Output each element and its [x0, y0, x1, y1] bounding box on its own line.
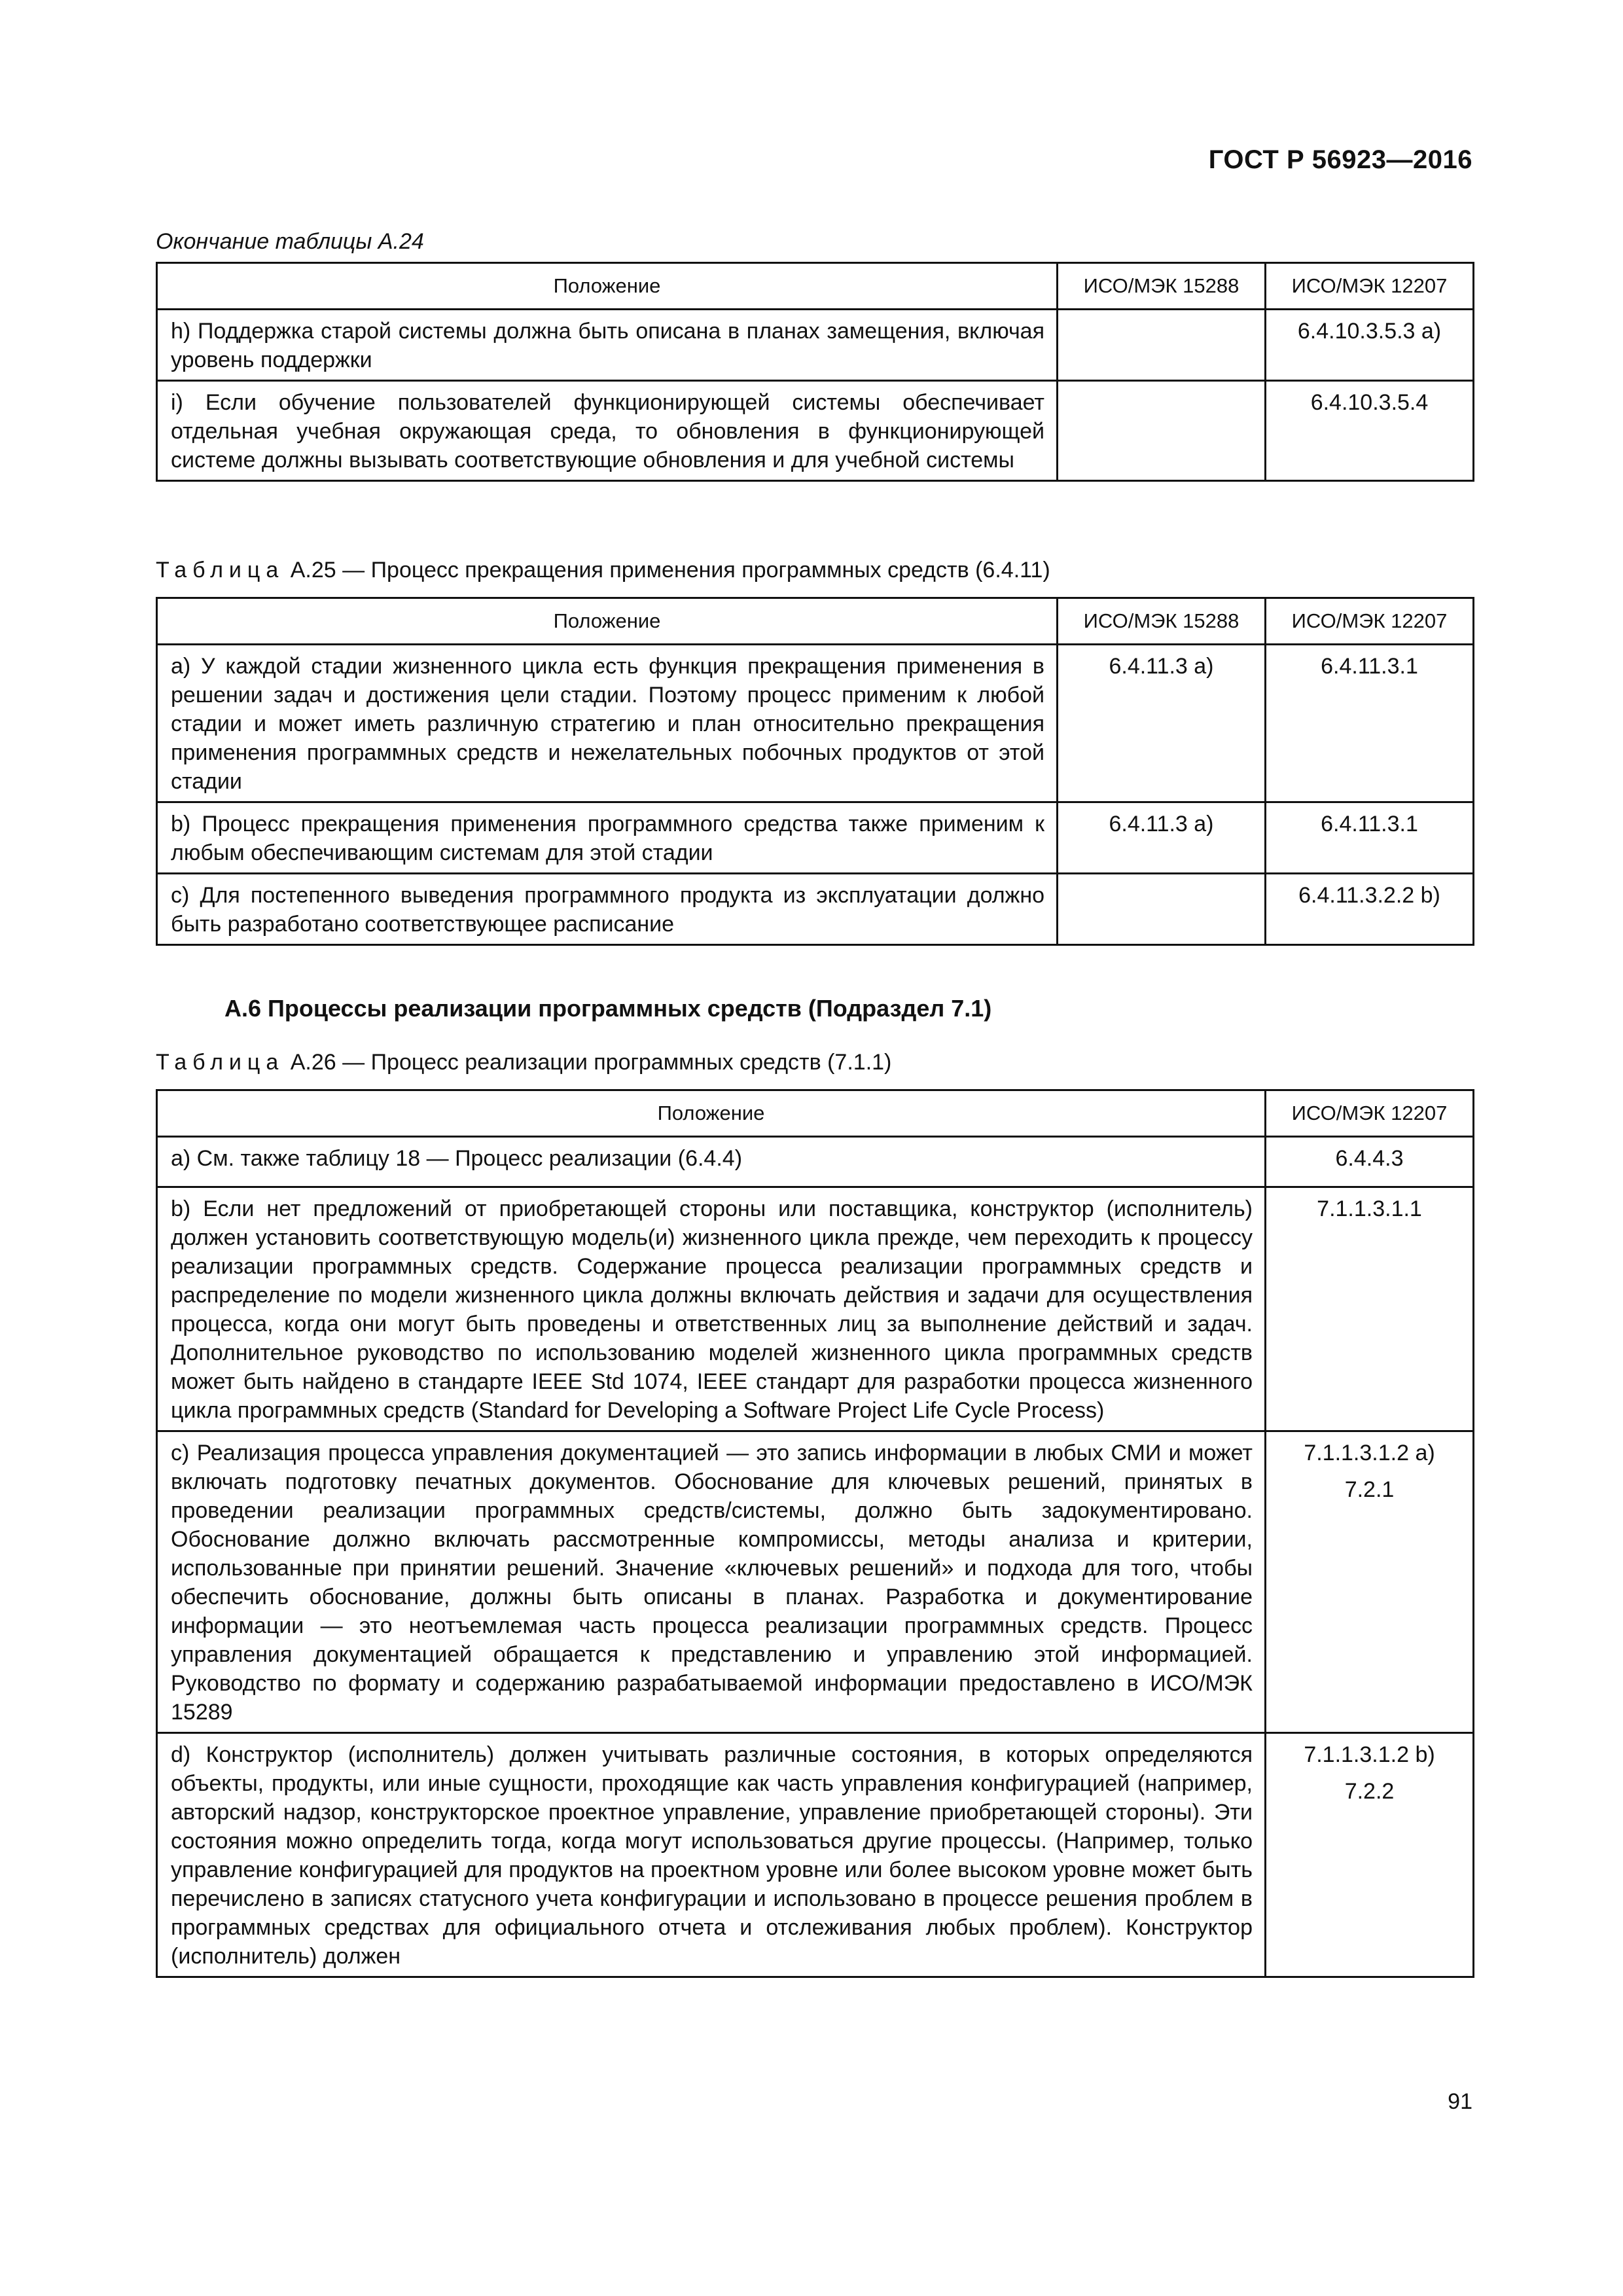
table-row — [157, 310, 1474, 381]
caption-prefix: Таблица — [156, 1050, 285, 1075]
reference-clause: 7.1.1.3.1.2 b) — [1304, 1742, 1435, 1767]
table-a24 — [156, 262, 1474, 482]
table-cell-iso15288: 6.4.11.3 a) — [1058, 802, 1266, 874]
table-cell-iso12207 — [1266, 1733, 1474, 1977]
page-number: 91 — [1448, 2089, 1472, 2114]
column-header: ИСО/МЭК 12207 — [1266, 1090, 1474, 1137]
table-cell-iso12207: 6.4.10.3.5.4 — [1266, 381, 1474, 481]
table-cell-text: b) Процесс прекращения применения программного средства также применим к любым обеспечивающим системам для этой стадии — [157, 802, 1058, 874]
document-header: ГОСТ Р 56923—2016 — [1208, 145, 1472, 174]
column-header: ИСО/МЭК 15288 — [1058, 598, 1266, 645]
table-cell-text: a) См. также таблицу 18 — Процесс реализации (6.4.4) — [157, 1137, 1266, 1187]
column-header: ИСО/МЭК 12207 — [1266, 598, 1474, 645]
table-row — [157, 1187, 1474, 1431]
table-cell-iso15288: 6.4.11.3 a) — [1058, 645, 1266, 802]
reference-clause: 7.2.2 — [1344, 1779, 1395, 1804]
table-row — [157, 802, 1474, 874]
table-cell-iso12207: 6.4.11.3.2.2 b) — [1266, 874, 1474, 945]
caption-text: А.25 — Процесс прекращения применения программных средств (6.4.11) — [284, 558, 1050, 583]
column-header: Положение — [157, 1090, 1266, 1137]
table-a25-caption — [156, 558, 1050, 583]
table-header-row — [157, 1090, 1474, 1137]
table-cell-text: i) Если обучение пользователей функционирующей системы обеспечивает отдельная учебная окружающая среда, то обновления в функционирующей системе должны вызывать соответствующие обновления и для учебной системы — [157, 381, 1058, 481]
table-cell-iso12207 — [1266, 1431, 1474, 1733]
table-a26-caption — [156, 1050, 891, 1075]
table-cell-iso15288 — [1058, 381, 1266, 481]
reference-clause: 6.4.4.3 — [1335, 1146, 1404, 1171]
table-cell-iso12207 — [1266, 1187, 1474, 1431]
table-row — [157, 1137, 1474, 1187]
table-cell-text: a) У каждой стадии жизненного цикла есть функция прекращения применения в решении задач и достижения цели стадии. Поэтому процесс применим к любой стадии и может иметь различную стратегию и план относительно прекращения применения программных средств и нежелательных побочных продуктов от этой стадии — [157, 645, 1058, 802]
column-header: Положение — [157, 263, 1058, 310]
table-cell-iso12207: 6.4.11.3.1 — [1266, 645, 1474, 802]
table-cell-text: d) Конструктор (исполнитель) должен учитывать различные состояния, в которых определяются объекты, продукты, или иные сущности, проходящие как часть управления конфигурацией (например, авторский надзор, конструкторское проектное управление, управление приобретающей стороны). Эти состояния можно определить тогда, когда могут использоваться другие процессы. (Например, только управление конфигурацией для продуктов на проектном уровне или более высоком уровне может быть перечислено в записях статусного учета конфигурации и использовано в процессе решения проблем в программных средствах для официального отчета и отслеживания любых проблем). Конструктор (исполнитель) должен — [157, 1733, 1266, 1977]
table-row — [157, 1733, 1474, 1977]
table-cell-text: c) Реализация процесса управления документацией — это запись информации в любых СМИ и может включать подготовку печатных документов. Обоснование для ключевых решений, принятых в проведении реализации программных средств/системы, должно быть задокументировано. Обоснование должно включать рассмотренные компромиссы, методы анализа и критерии, использованные при принятии решений. Значение «ключевых решений» и подхода для того, чтобы обеспечить обоснование, должны быть описаны в планах. Разработка и документирование информации — это неотъемлемая часть процесса реализации программных средств. Процесс управления документацией обращается к представлению и управлению этой информацией. Руководство по формату и содержанию разрабатываемой информации предоставлено в ИСО/МЭК 15289 — [157, 1431, 1266, 1733]
table-cell-iso15288 — [1058, 310, 1266, 381]
column-header: ИСО/МЭК 12207 — [1266, 263, 1474, 310]
table-cell-iso12207: 6.4.11.3.1 — [1266, 802, 1474, 874]
table-a24-caption: Окончание таблицы А.24 — [156, 229, 424, 254]
reference-clause: 7.1.1.3.1.1 — [1317, 1196, 1422, 1221]
table-cell-iso12207: 6.4.10.3.5.3 a) — [1266, 310, 1474, 381]
reference-clause: 7.2.1 — [1344, 1477, 1395, 1502]
caption-text: А.26 — Процесс реализации программных средств (7.1.1) — [284, 1050, 892, 1075]
table-row — [157, 645, 1474, 802]
table-cell-iso15288 — [1058, 874, 1266, 945]
column-header: ИСО/МЭК 15288 — [1058, 263, 1266, 310]
column-header: Положение — [157, 598, 1058, 645]
table-a26 — [156, 1089, 1474, 1978]
table-cell-text: c) Для постепенного выведения программного продукта из эксплуатации должно быть разработано соответствующее расписание — [157, 874, 1058, 945]
table-header-row — [157, 598, 1474, 645]
table-cell-text: h) Поддержка старой системы должна быть описана в планах замещения, включая уровень поддержки — [157, 310, 1058, 381]
table-cell-iso12207 — [1266, 1137, 1474, 1187]
table-row — [157, 874, 1474, 945]
table-a25 — [156, 597, 1474, 946]
reference-clause: 7.1.1.3.1.2 a) — [1304, 1441, 1435, 1465]
section-heading: А.6 Процессы реализации программных средств (Подраздел 7.1) — [224, 995, 992, 1022]
table-header-row — [157, 263, 1474, 310]
table-row — [157, 381, 1474, 481]
caption-prefix: Таблица — [156, 558, 285, 583]
table-cell-text: b) Если нет предложений от приобретающей стороны или поставщика, конструктор (исполнитель) должен установить соответствующую модель(и) жизненного цикла прежде, чем переходить к процессу реализации программных средств. Содержание процесса реализации программных средств и распределение по модели жизненного цикла должны включать действия и задачи для осуществления процесса, когда они могут быть проведены и ответственных лиц за выполнение действий и задач. Дополнительное руководство по использованию моделей жизненного цикла программных средств может быть найдено в стандарте IEEE Std 1074, IEEE стандарт для разработки процесса жизненного цикла программных средств (Standard for Developing a Software Project Life Cycle Process) — [157, 1187, 1266, 1431]
table-row — [157, 1431, 1474, 1733]
